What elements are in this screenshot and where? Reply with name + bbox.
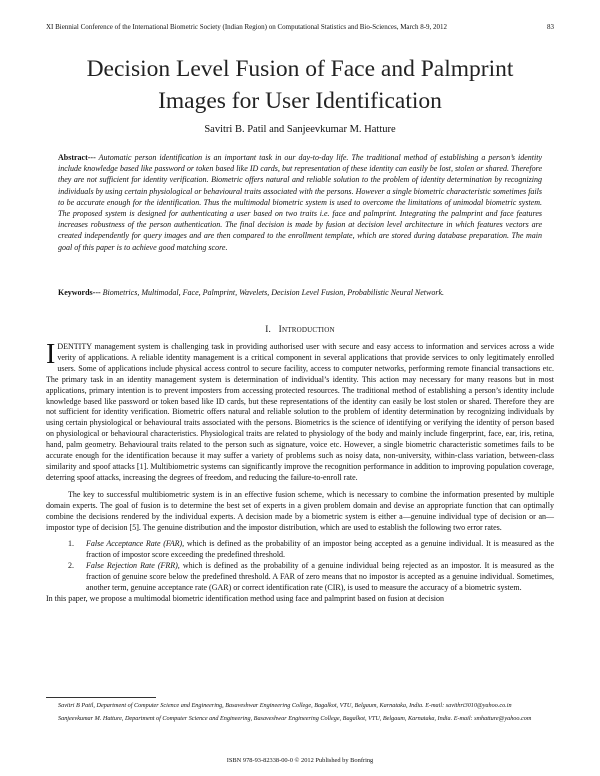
list-item-term: False Acceptance Rate (FAR), — [86, 539, 185, 549]
section-title: Introduction — [278, 325, 335, 335]
error-rate-list — [46, 539, 554, 594]
drop-cap: I — [46, 339, 56, 370]
list-item — [46, 561, 554, 594]
list-item-text: which is defined as the probability of an impostor being accepted as a genuine individual. It is measured as the fraction of impostor score exceeding the predefined threshold. — [86, 539, 555, 560]
footnote-author-1: Savitri B Patil, Department of Computer Science and Engineering, Basaveshwar Engineering College, Bagalkot, VTU, Belgaum, Karnataka, India. E-mail: savithri3010@yahoo.co.in — [58, 702, 512, 709]
conference-name: XI Biennial Conference of the International Biometric Society (Indian Region) on Computational Statistics and Bio-Sciences, March 8-9, 2012 — [46, 23, 448, 31]
running-header — [46, 23, 554, 31]
list-item-number: 2. — [68, 561, 74, 571]
intro-p1-text: DENTITY management system is challenging task in providing authorised user with secure and easy access to information and services across a wide verity of applications. A reliable identity management is a critical component in several applications that provide services to only legitimately enrolled users. Some of applications include physical access control to secure facility, access to computer networks, performing remote financial transactions etc. The primary task in an identity management system is determination of individual’s identity. This action may necessary for many reasons but in most applications, primary intention is to prevent imposters from accessing protected resources. The traditional method of establishing a person’s identity include knowledge based like password or token based like ID cards, but these representations of the identity can easily be lost stolen or shared. Therefore they are not sufficient for identity verification. Biometric offers natural and reliable solution to the problem of identity determination by recognizing individuals by using certain physiological or behavioural traits associated with the persons. Biometrics is the science of identifying or verifying the identity of person based on physiological or behavioural characteristics. Physiological traits are related to physiology of the body and mainly include fingerprint, face, ear, iris, retina, hand, palm geometry. Behavioural traits related to the person such as signature, voice etc. However, a single biometric characteristic sometimes fails to be accurate enough for the identification because it may suffer a variety of problems such as noisy data, non-university, within-class variation, between-class similarity and spoof attacks [1]. Multibiometric systems can significantly improve the recognition performance in addition to improving population coverage, deterring spoof attacks, increasing the degrees of freedom, and reducing the failure-to-enroll rate. — [46, 342, 554, 482]
title-line-2: Images for User Identification — [158, 88, 442, 114]
title-line-1: Decision Level Fusion of Face and Palmprint — [86, 56, 514, 82]
keywords-text: Biometrics, Multimodal, Face, Palmprint, Wavelets, Decision Level Fusion, Probabilistic Neural Network. — [100, 288, 445, 297]
list-item-number: 1. — [68, 539, 74, 549]
section-heading — [40, 325, 560, 335]
intro-paragraph-3: In this paper, we propose a multimodal biometric identification method using face and palmprint based on fusion at decision — [46, 593, 445, 603]
keywords — [58, 288, 542, 297]
keywords-label: Keywords--- — [58, 288, 101, 297]
section-number: I. — [265, 325, 272, 335]
intro-paragraph-2: The key to successful multibiometric system is in an effective fusion scheme, which is necessary to combine the information presented by multiple domain experts. The goal of fusion is to determine the best set of experts in a given problem domain and devise an appropriate function that can optimally combine the decisions rendered by the individual experts. A decision made by a biometric system is either a—genuine individual type of decision or an—impostor type of decision [5]. The genuine distribution and the impostor distribution, which are used to establish the following two error rates. — [46, 489, 554, 532]
paper-title — [40, 53, 560, 117]
list-item-term: False Rejection Rate (FRR), — [86, 561, 180, 571]
abstract-label: Abstract--- — [58, 153, 96, 162]
footnote-divider — [46, 697, 156, 698]
footnotes — [58, 702, 554, 727]
body-text — [46, 339, 555, 611]
footnote-author-2: Sanjeevkumar M. Hatture, Department of Computer Science and Engineering, Basaveshwar Engineering College, Bagalkot, VTU, Belgaum, Karnataka, India. E-mail: smhatture@yahoo.com — [58, 714, 532, 722]
authors: Savitri B. Patil and Sanjeevkumar M. Hatture — [204, 124, 396, 135]
abstract — [58, 152, 542, 253]
list-item-text: which is defined as the probability of a genuine individual being rejected as an impostor. It is measured as the fraction of genuine score below the predefined threshold. A FAR of zero means that no impostor is accepted as a genuine individual. Sometimes, another term, genuine acceptance rate (GAR) or correct identification rate (CIR), is used to measure the accuracy of a biometric system. — [86, 561, 554, 593]
page-number: 83 — [547, 23, 554, 31]
page-footer: ISBN 978-93-82338-00-0 © 2012 Published by Bonfring — [226, 757, 374, 764]
intro-paragraph-1 — [46, 339, 554, 484]
abstract-text: Automatic person identification is an important task in our day-to-day life. The traditional method of establishing a person’s identity include knowledge based like password or token based like ID cards, but representation of these identity can easily be lost, stolen or shared. Therefore they are not sufficient for identity verification. Biometric offers natural and reliable solution to the problem of identity determination by recognizing individuals by using certain physiological or behavioural traits associated with the persons. However a single biometric characteristic sometimes fails to be accurate enough for the identification. Thus the multimodal biometric system is used to overcome the limitations of unimodal biometric system. The proposed system is designed for authenticating a user based on two traits i.e. face and palmprint. Integrating the palmprint and face features increases robustness of the person authentication. The final decision is made by fusion at decision level architecture in which features vectors are created independently for query images and are then compared to the enrollment template, which are stored during database preparation. The main goal of this paper is to achieve good matching score. — [58, 153, 542, 252]
list-item — [46, 539, 554, 561]
